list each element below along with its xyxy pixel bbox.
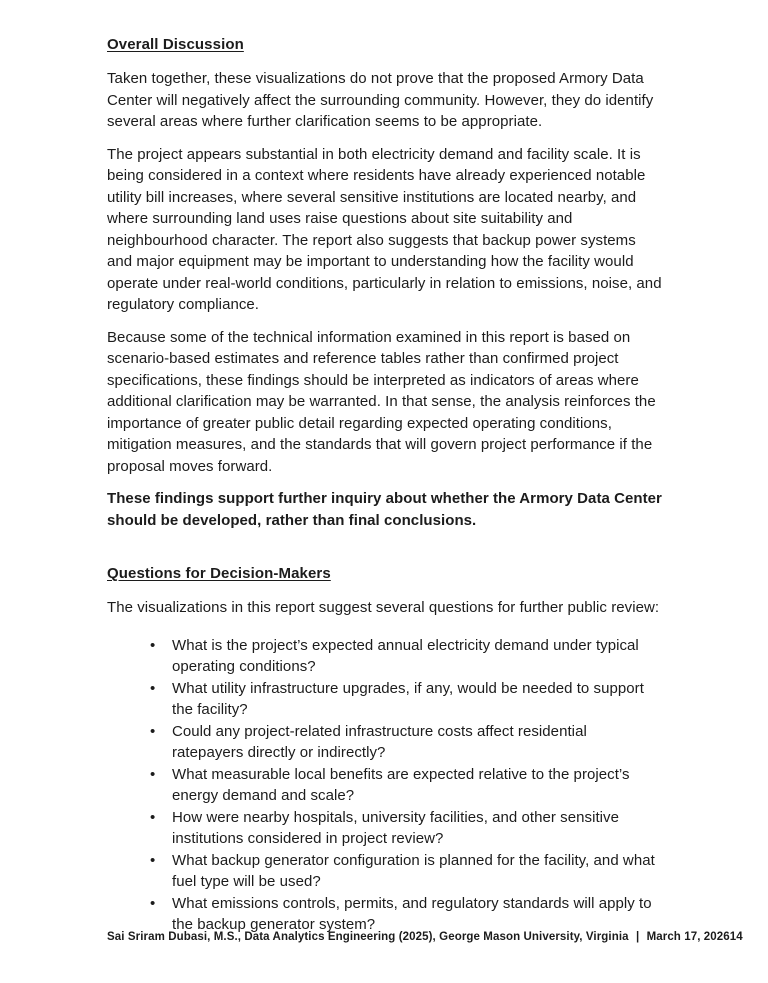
list-item-text: What is the project’s expected annual electricity demand under typical operating conditions? bbox=[172, 636, 639, 675]
bullet-icon: • bbox=[150, 679, 156, 697]
footer-citation: Sai Sriram Dubasi, M.S., Data Analytics Engineering (2025), George Mason University, Virginia bbox=[107, 931, 629, 943]
footer-date: March 17, 2026 bbox=[646, 931, 730, 943]
discussion-paragraph: Because some of the technical information examined in this report is based on scenario-based estimates and reference tables rather than confirmed project specifications, these findings should be interpreted as indicators of areas where additional clarification may be warranted. In that sense, the analysis reinforces the importance of greater public detail regarding expected operating conditions, mitigation measures, and the standards that will govern project performance if the proposal moves forward. bbox=[107, 328, 656, 475]
page-number: 14 bbox=[729, 931, 743, 943]
list-item-text: What emissions controls, permits, and regulatory standards will apply to the backup generator system? bbox=[172, 894, 652, 933]
list-item bbox=[150, 635, 662, 678]
bullet-icon: • bbox=[150, 808, 156, 826]
questions-intro: The visualizations in this report suggest several questions for further public review: bbox=[107, 599, 660, 616]
footer-citation-line bbox=[107, 931, 730, 943]
list-item-text: How were nearby hospitals, university facilities, and other sensitive institutions considered in project review? bbox=[172, 808, 619, 847]
section-overall-discussion bbox=[107, 36, 662, 531]
conclusion-statement: These findings support further inquiry about whether the Armory Data Center should be developed, rather than final conclusions. bbox=[107, 490, 662, 529]
list-item-text: What measurable local benefits are expected relative to the project’s energy demand and scale? bbox=[172, 765, 630, 804]
bullet-icon: • bbox=[150, 765, 156, 783]
list-item bbox=[150, 893, 662, 936]
list-item bbox=[150, 850, 662, 893]
bullet-icon: • bbox=[150, 851, 156, 869]
page-footer bbox=[107, 931, 743, 943]
list-item bbox=[150, 764, 662, 807]
overall-discussion-heading: Overall Discussion bbox=[107, 36, 244, 53]
list-item bbox=[150, 721, 662, 764]
questions-heading: Questions for Decision-Makers bbox=[107, 565, 331, 582]
questions-list bbox=[150, 635, 662, 936]
bullet-icon: • bbox=[150, 722, 156, 740]
discussion-paragraph: Taken together, these visualizations do not prove that the proposed Armory Data Center will negatively affect the surrounding community. However, they do identify several areas where further clarification seems to be appropriate. bbox=[107, 70, 654, 130]
footer-separator: | bbox=[635, 931, 640, 943]
list-item bbox=[150, 807, 662, 850]
bullet-icon: • bbox=[150, 636, 156, 654]
list-item-text: What utility infrastructure upgrades, if any, would be needed to support the facility? bbox=[172, 679, 644, 718]
discussion-paragraph: The project appears substantial in both electricity demand and facility scale. It is being considered in a context where residents have already experienced notable utility bill increases, where several sensitive institutions are located nearby, and where surrounding land uses raise questions about site suitability and neighbourhood character. The report also suggests that backup power systems and major equipment may be important to understanding how the facility would operate under real-world conditions, particularly in relation to emissions, noise, and regulatory compliance. bbox=[107, 145, 662, 313]
list-item-text: Could any project-related infrastructure costs affect residential ratepayers directly or indirectly? bbox=[172, 722, 587, 761]
bullet-icon: • bbox=[150, 894, 156, 912]
list-item-text: What backup generator configuration is planned for the facility, and what fuel type will be used? bbox=[172, 851, 655, 890]
section-questions bbox=[107, 565, 662, 936]
list-item bbox=[150, 678, 662, 721]
